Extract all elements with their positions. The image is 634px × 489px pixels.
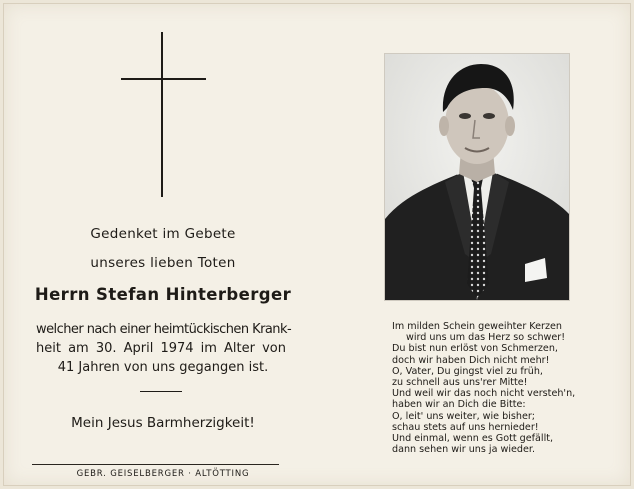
memorial-poem bbox=[392, 321, 622, 455]
intro-line-2: unseres lieben Toten bbox=[90, 255, 236, 271]
poem-line: Du bist nun erlöst von Schmerzen, bbox=[392, 343, 558, 355]
poem-line: wird uns um das Herz so schwer! bbox=[406, 332, 566, 344]
intro-line-1: Gedenket im Gebete bbox=[90, 226, 236, 242]
footer-divider bbox=[32, 464, 279, 465]
poem-line: haben wir an Dich die Bitte: bbox=[392, 399, 526, 411]
poem-line: Und weil wir das noch nicht versteh'n, bbox=[392, 388, 576, 400]
cross-vertical-bar bbox=[161, 32, 163, 197]
death-notice-line-1: welcher nach einer heimtückischen Krank- bbox=[36, 322, 292, 337]
cross-horizontal-bar bbox=[121, 78, 206, 80]
deceased-name: Herrn Stefan Hinterberger bbox=[34, 285, 292, 304]
death-notice-line-2: heit am 30. April 1974 im Alter von bbox=[36, 341, 286, 356]
poem-line: dann sehen wir uns ja wieder. bbox=[392, 444, 536, 456]
portrait-photo bbox=[384, 53, 570, 301]
poem-line: zu schnell aus uns'rer Mitte! bbox=[392, 377, 528, 389]
poem-line: Und einmal, wenn es Gott gefällt, bbox=[392, 433, 554, 445]
poem-line: O, leit' uns weiter, wie bisher; bbox=[392, 410, 536, 422]
portrait-illustration bbox=[385, 54, 569, 300]
printer-credit: GEBR. GEISELBERGER · ALTÖTTING bbox=[76, 469, 250, 479]
memorial-card bbox=[3, 3, 631, 486]
left-panel bbox=[4, 4, 322, 485]
death-notice-line-3: 41 Jahren von uns gegangen ist. bbox=[57, 360, 269, 375]
right-panel bbox=[322, 4, 630, 485]
poem-line: doch wir haben Dich nicht mehr! bbox=[392, 354, 550, 366]
short-divider bbox=[140, 391, 182, 392]
poem-line: Im milden Schein geweihter Kerzen bbox=[392, 321, 562, 332]
prayer-motto: Mein Jesus Barmherzigkeit! bbox=[71, 415, 255, 431]
poem-line: schau stets auf uns hernieder! bbox=[392, 421, 539, 433]
poem-line: O, Vater, Du gingst viel zu früh, bbox=[392, 365, 543, 377]
